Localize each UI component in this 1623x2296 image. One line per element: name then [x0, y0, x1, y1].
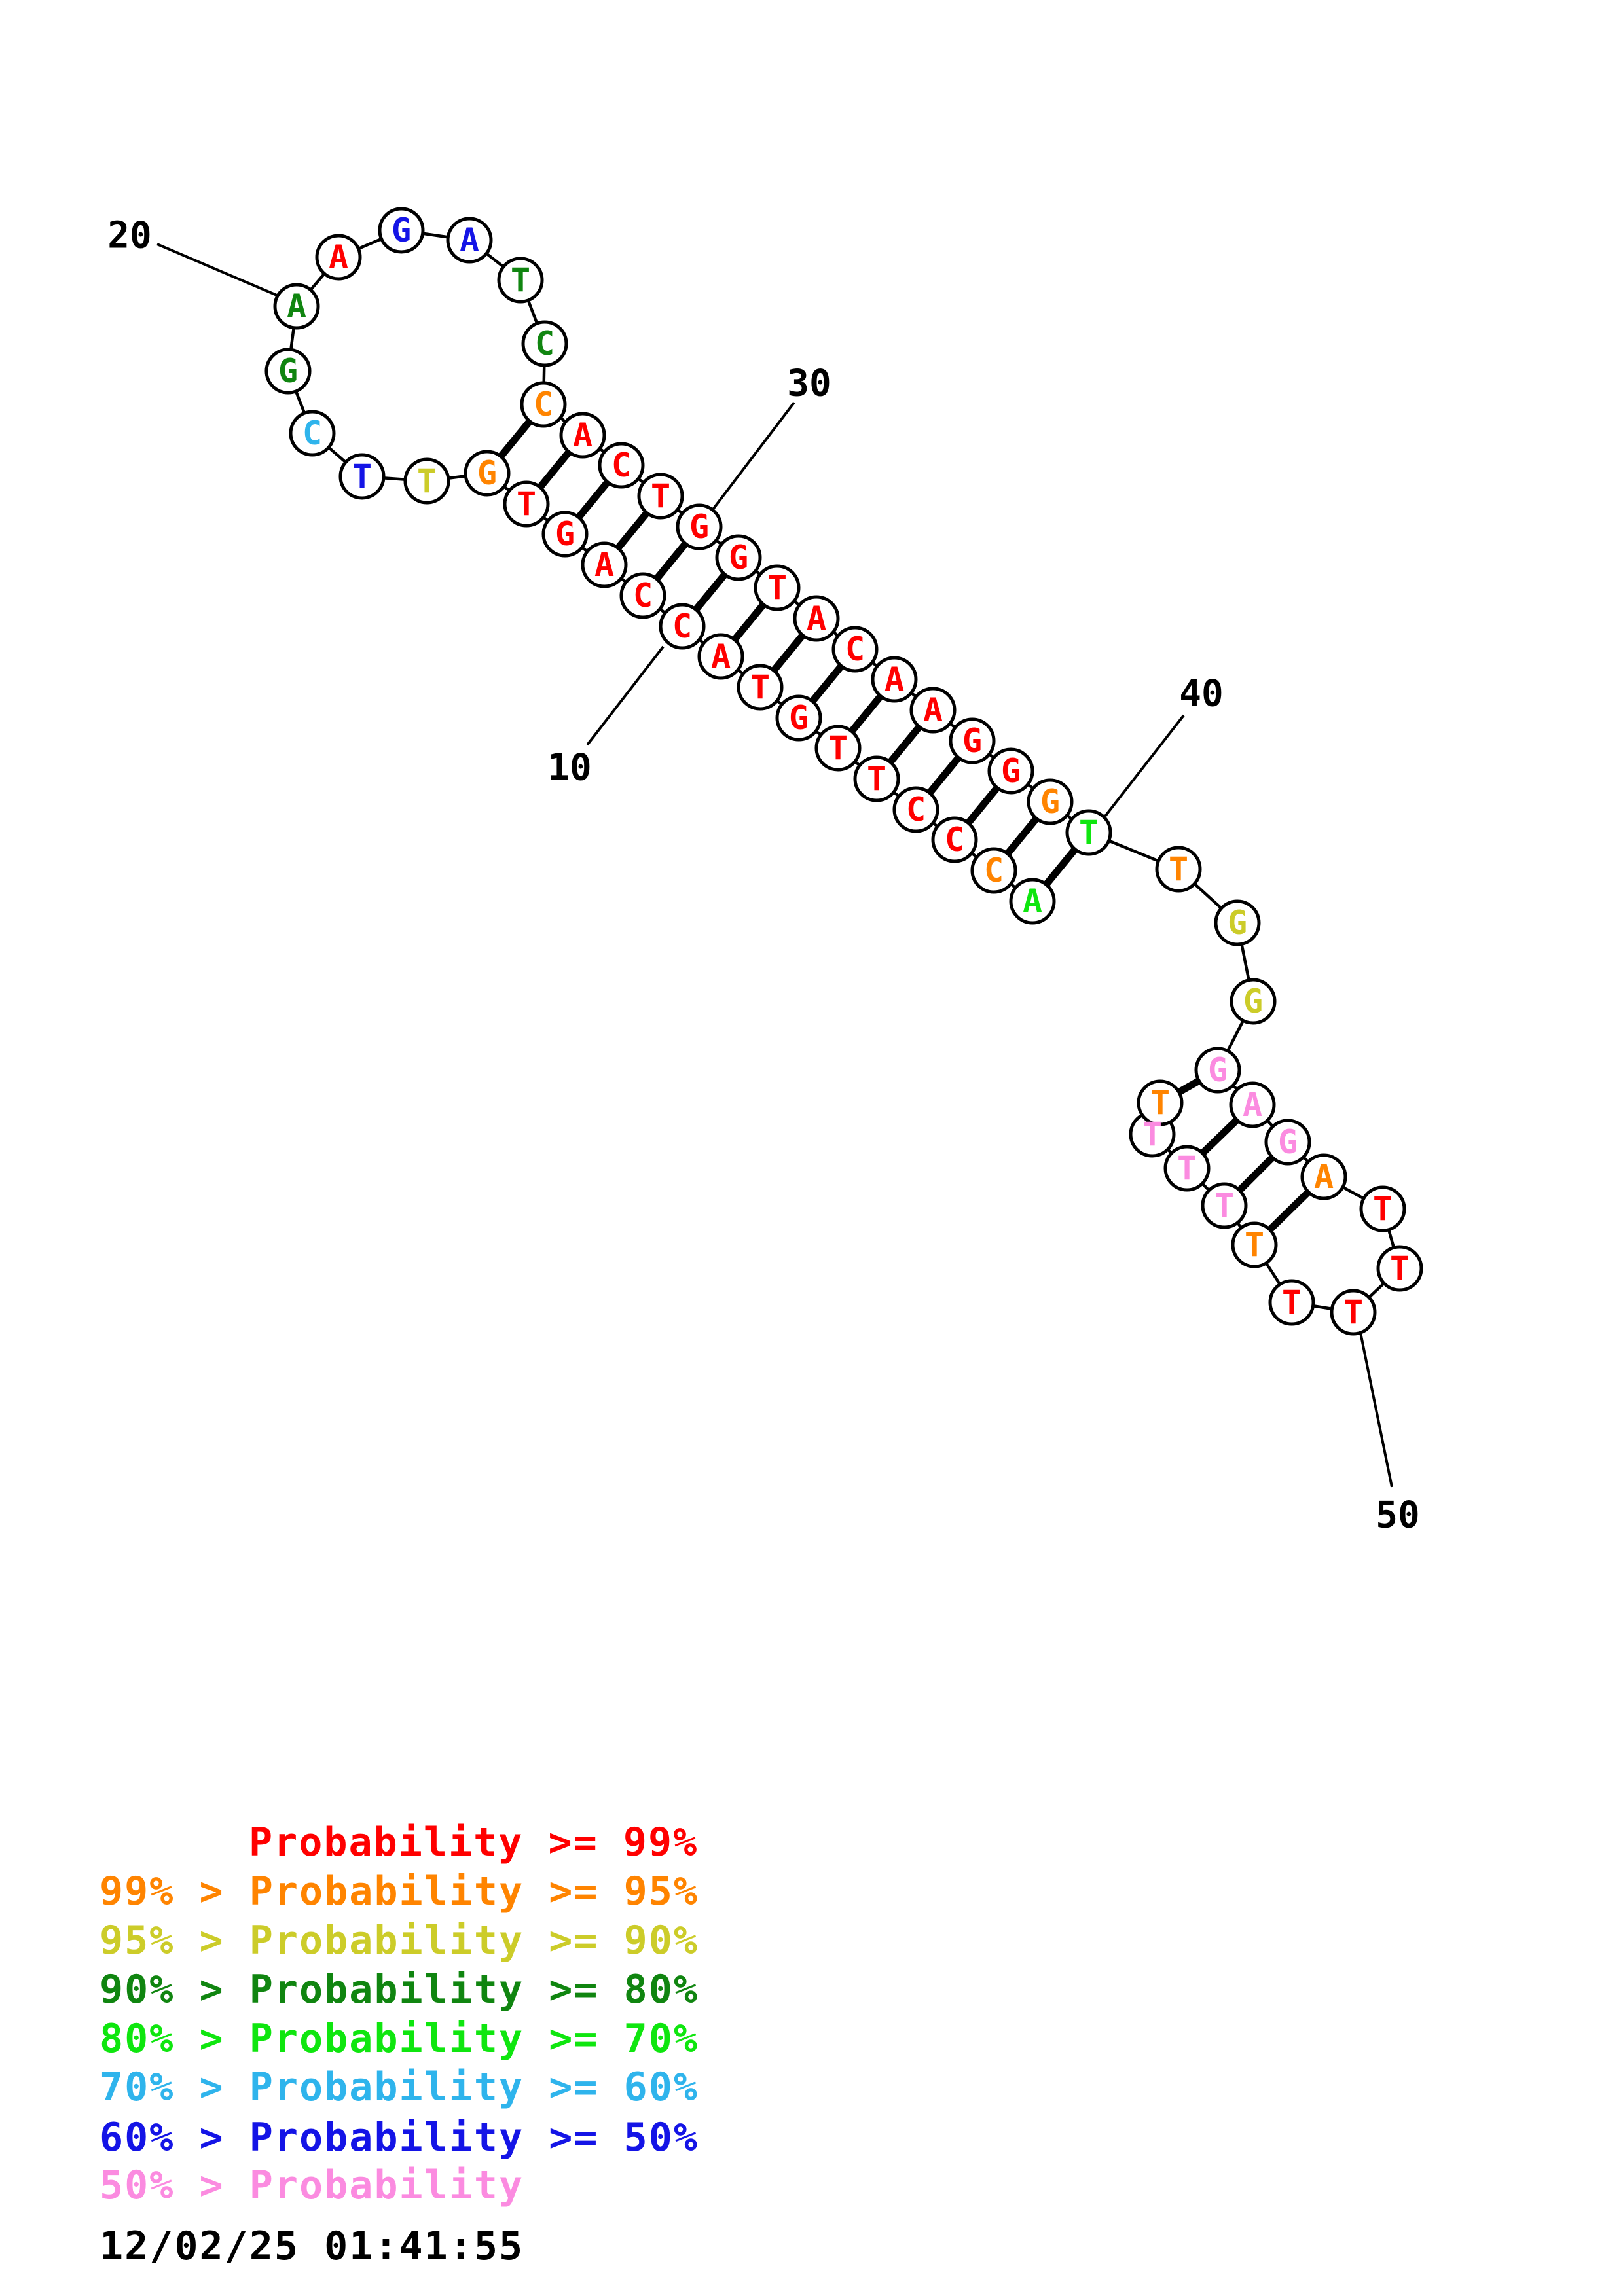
nucleotide-base-50-T: T	[1343, 1293, 1364, 1331]
nucleotide-base-45-A: A	[1242, 1086, 1263, 1124]
position-label-10: 10	[547, 746, 592, 789]
legend-row-5: 80% > Probability >= 70%	[100, 2016, 699, 2062]
nucleotide-base-2-C: C	[983, 852, 1004, 889]
nucleotide-base-52-T: T	[1244, 1226, 1265, 1264]
nucleotide-base-11-C: C	[632, 577, 653, 615]
legend-row-6: 70% > Probability >= 60%	[100, 2064, 699, 2110]
nucleotide-base-18-C: C	[302, 414, 323, 452]
nucleotide-base-10-C: C	[672, 607, 693, 645]
nucleotide-base-19-G: G	[278, 352, 299, 390]
nucleotide-base-7-G: G	[788, 699, 809, 737]
nucleotide-base-24-T: T	[510, 261, 531, 299]
nucleotide-base-32-T: T	[767, 569, 788, 607]
nucleotide-base-34-C: C	[845, 630, 866, 668]
nucleotide-base-25-C: C	[534, 325, 555, 363]
nucleotide-base-9-A: A	[710, 637, 731, 675]
nucleotide-base-49-T: T	[1389, 1249, 1410, 1287]
leader-line-10	[587, 647, 663, 745]
nucleotide-base-44-G: G	[1207, 1051, 1228, 1089]
nucleotide-base-21-A: A	[328, 238, 349, 276]
nucleotide-base-8-T: T	[750, 668, 771, 706]
leader-lines-layer	[157, 244, 1392, 1487]
nucleotide-base-3-C: C	[944, 821, 965, 859]
nucleotide-base-55-T: T	[1142, 1115, 1163, 1153]
nucleotide-base-33-A: A	[806, 600, 827, 637]
nucleotide-base-6-T: T	[828, 729, 848, 767]
nucleotide-base-47-A: A	[1313, 1158, 1334, 1196]
nucleotide-base-43-G: G	[1243, 982, 1264, 1020]
legend-row-1: Probability >= 99%	[249, 1820, 699, 1865]
nucleotide-base-41-T: T	[1168, 850, 1189, 888]
position-label-30: 30	[787, 362, 831, 405]
nucleotide-base-54-T: T	[1176, 1149, 1197, 1187]
nucleotide-base-14-T: T	[516, 485, 537, 523]
leader-line-50	[1360, 1333, 1392, 1487]
leader-line-20	[157, 244, 278, 296]
nucleotide-base-36-A: A	[922, 691, 943, 729]
nucleotide-base-27-A: A	[572, 416, 593, 454]
nucleotide-letters-layer	[278, 211, 1410, 1331]
nucleotide-base-38-G: G	[1000, 752, 1021, 790]
nucleotide-base-22-G: G	[391, 211, 412, 249]
position-label-20: 20	[107, 214, 152, 257]
nucleotide-base-20-A: A	[286, 287, 307, 325]
nucleotide-base-40-T: T	[1078, 814, 1099, 852]
nucleotide-base-46-G: G	[1277, 1123, 1298, 1161]
legend-row-4: 90% > Probability >= 80%	[100, 1967, 699, 2013]
leader-line-40	[1105, 715, 1184, 816]
nucleotide-base-29-T: T	[650, 477, 671, 515]
nucleotide-base-53-T: T	[1214, 1187, 1235, 1225]
nucleotide-base-13-G: G	[555, 515, 575, 553]
nucleotide-circles-layer	[266, 209, 1421, 1334]
nucleotide-base-17-T: T	[352, 457, 373, 495]
legend-row-7: 60% > Probability >= 50%	[100, 2115, 699, 2161]
nucleotide-base-26-C: C	[533, 386, 554, 423]
nucleotide-base-12-A: A	[594, 546, 615, 584]
nucleotide-base-39-G: G	[1040, 783, 1061, 821]
nucleotide-base-56-T: T	[1150, 1084, 1171, 1122]
legend-row-2: 99% > Probability >= 95%	[100, 1869, 699, 1914]
legend-row-8: 50% > Probability	[100, 2162, 524, 2208]
nucleotide-base-31-G: G	[728, 539, 749, 577]
nucleotide-base-28-C: C	[611, 446, 632, 484]
nucleotide-base-51-T: T	[1281, 1283, 1302, 1321]
nucleotide-base-4-C: C	[905, 791, 926, 829]
nucleotide-base-37-G: G	[962, 722, 983, 760]
nucleotide-base-35-A: A	[884, 660, 905, 698]
nucleotide-base-42-G: G	[1227, 904, 1248, 942]
nucleotide-base-23-A: A	[459, 221, 480, 259]
nucleotide-base-30-G: G	[689, 508, 710, 546]
nucleotide-base-16-T: T	[416, 462, 437, 500]
position-label-40: 40	[1179, 672, 1224, 715]
nucleotide-base-1-A: A	[1022, 882, 1043, 920]
legend-row-3: 95% > Probability >= 90%	[100, 1918, 699, 1964]
backbone-layer	[288, 230, 1400, 1312]
nucleotide-base-15-G: G	[477, 454, 498, 492]
position-label-50: 50	[1376, 1494, 1420, 1537]
nucleotide-base-48-T: T	[1372, 1190, 1393, 1228]
timestamp: 12/02/25 01:41:55	[100, 2223, 524, 2269]
nucleotide-base-5-T: T	[866, 760, 887, 798]
leader-line-30	[711, 403, 794, 512]
